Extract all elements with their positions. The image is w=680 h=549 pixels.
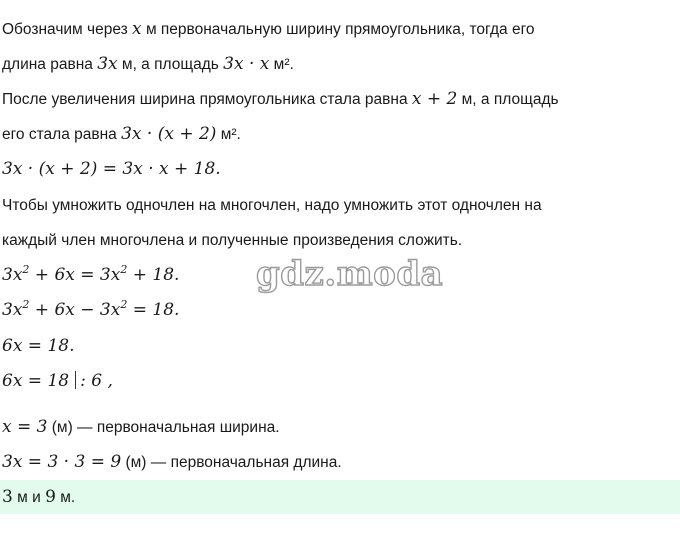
math-expression: 3x · (x + 2) = 3x · x + 18. [2,159,221,179]
text: м и [12,489,46,506]
result-line-2 [2,451,342,473]
math-expression: : 6 , [80,371,113,391]
text-line-1 [2,18,535,40]
text: После увеличения ширина прямоугольника стала равна [2,91,412,108]
math-expression: x = 3 [2,417,48,437]
math-expression: x + 2 [411,89,458,109]
math-expression: x [132,19,142,39]
text-line-2 [2,53,294,75]
math-expression: 6x = 18 [2,371,70,391]
math-expression: 3x [97,54,118,74]
text: м, а площадь [117,56,224,73]
text-line-5 [2,195,542,217]
text: м². [269,56,294,73]
text: Обозначим через [2,21,133,38]
divider-bar [75,371,76,389]
text-line-6 [2,230,462,252]
math-expression: 3x · (x + 2) [121,124,217,144]
text: каждый член многочлена и полученные произведения сложить. [2,232,463,249]
math-expression: $3x^2 + 6x = 3x^2 + 18$. [2,263,180,285]
math-expression: 6x = 18. [2,336,75,356]
text: его стала равна [2,126,122,143]
answer-line [2,486,75,508]
text: м². [216,126,241,143]
equation-line-1 [2,158,221,180]
text: Чтобы умножить одночлен на многочлен, надо умножить этот одночлен на [2,197,542,214]
math-expression: $3x^2 + 6x - 3x^2 = 18$. [2,298,180,320]
text: м, а площадь [457,91,559,108]
text: м первоначальную ширину прямоугольника, тогда его [141,21,535,38]
text: (м) — первоначальная ширина. [47,419,280,436]
equation-line-2 [2,264,179,286]
math-expression: 3x = 3 · 3 = 9 [2,452,122,472]
math-expression: 9 [45,487,56,507]
text: (м) — первоначальная длина. [121,454,342,471]
watermark-logo: gdz.moda [256,254,444,294]
math-expression: 3x · x [223,54,270,74]
text-line-4 [2,123,241,145]
text: м. [55,489,76,506]
equation-line-3 [2,299,179,321]
text: длина равна [2,56,98,73]
equation-line-4 [2,335,75,357]
equation-line-5 [2,370,113,392]
text-line-3 [2,88,559,110]
result-line-1 [2,416,280,438]
math-expression: 3 [2,487,13,507]
answer-box [0,480,680,514]
